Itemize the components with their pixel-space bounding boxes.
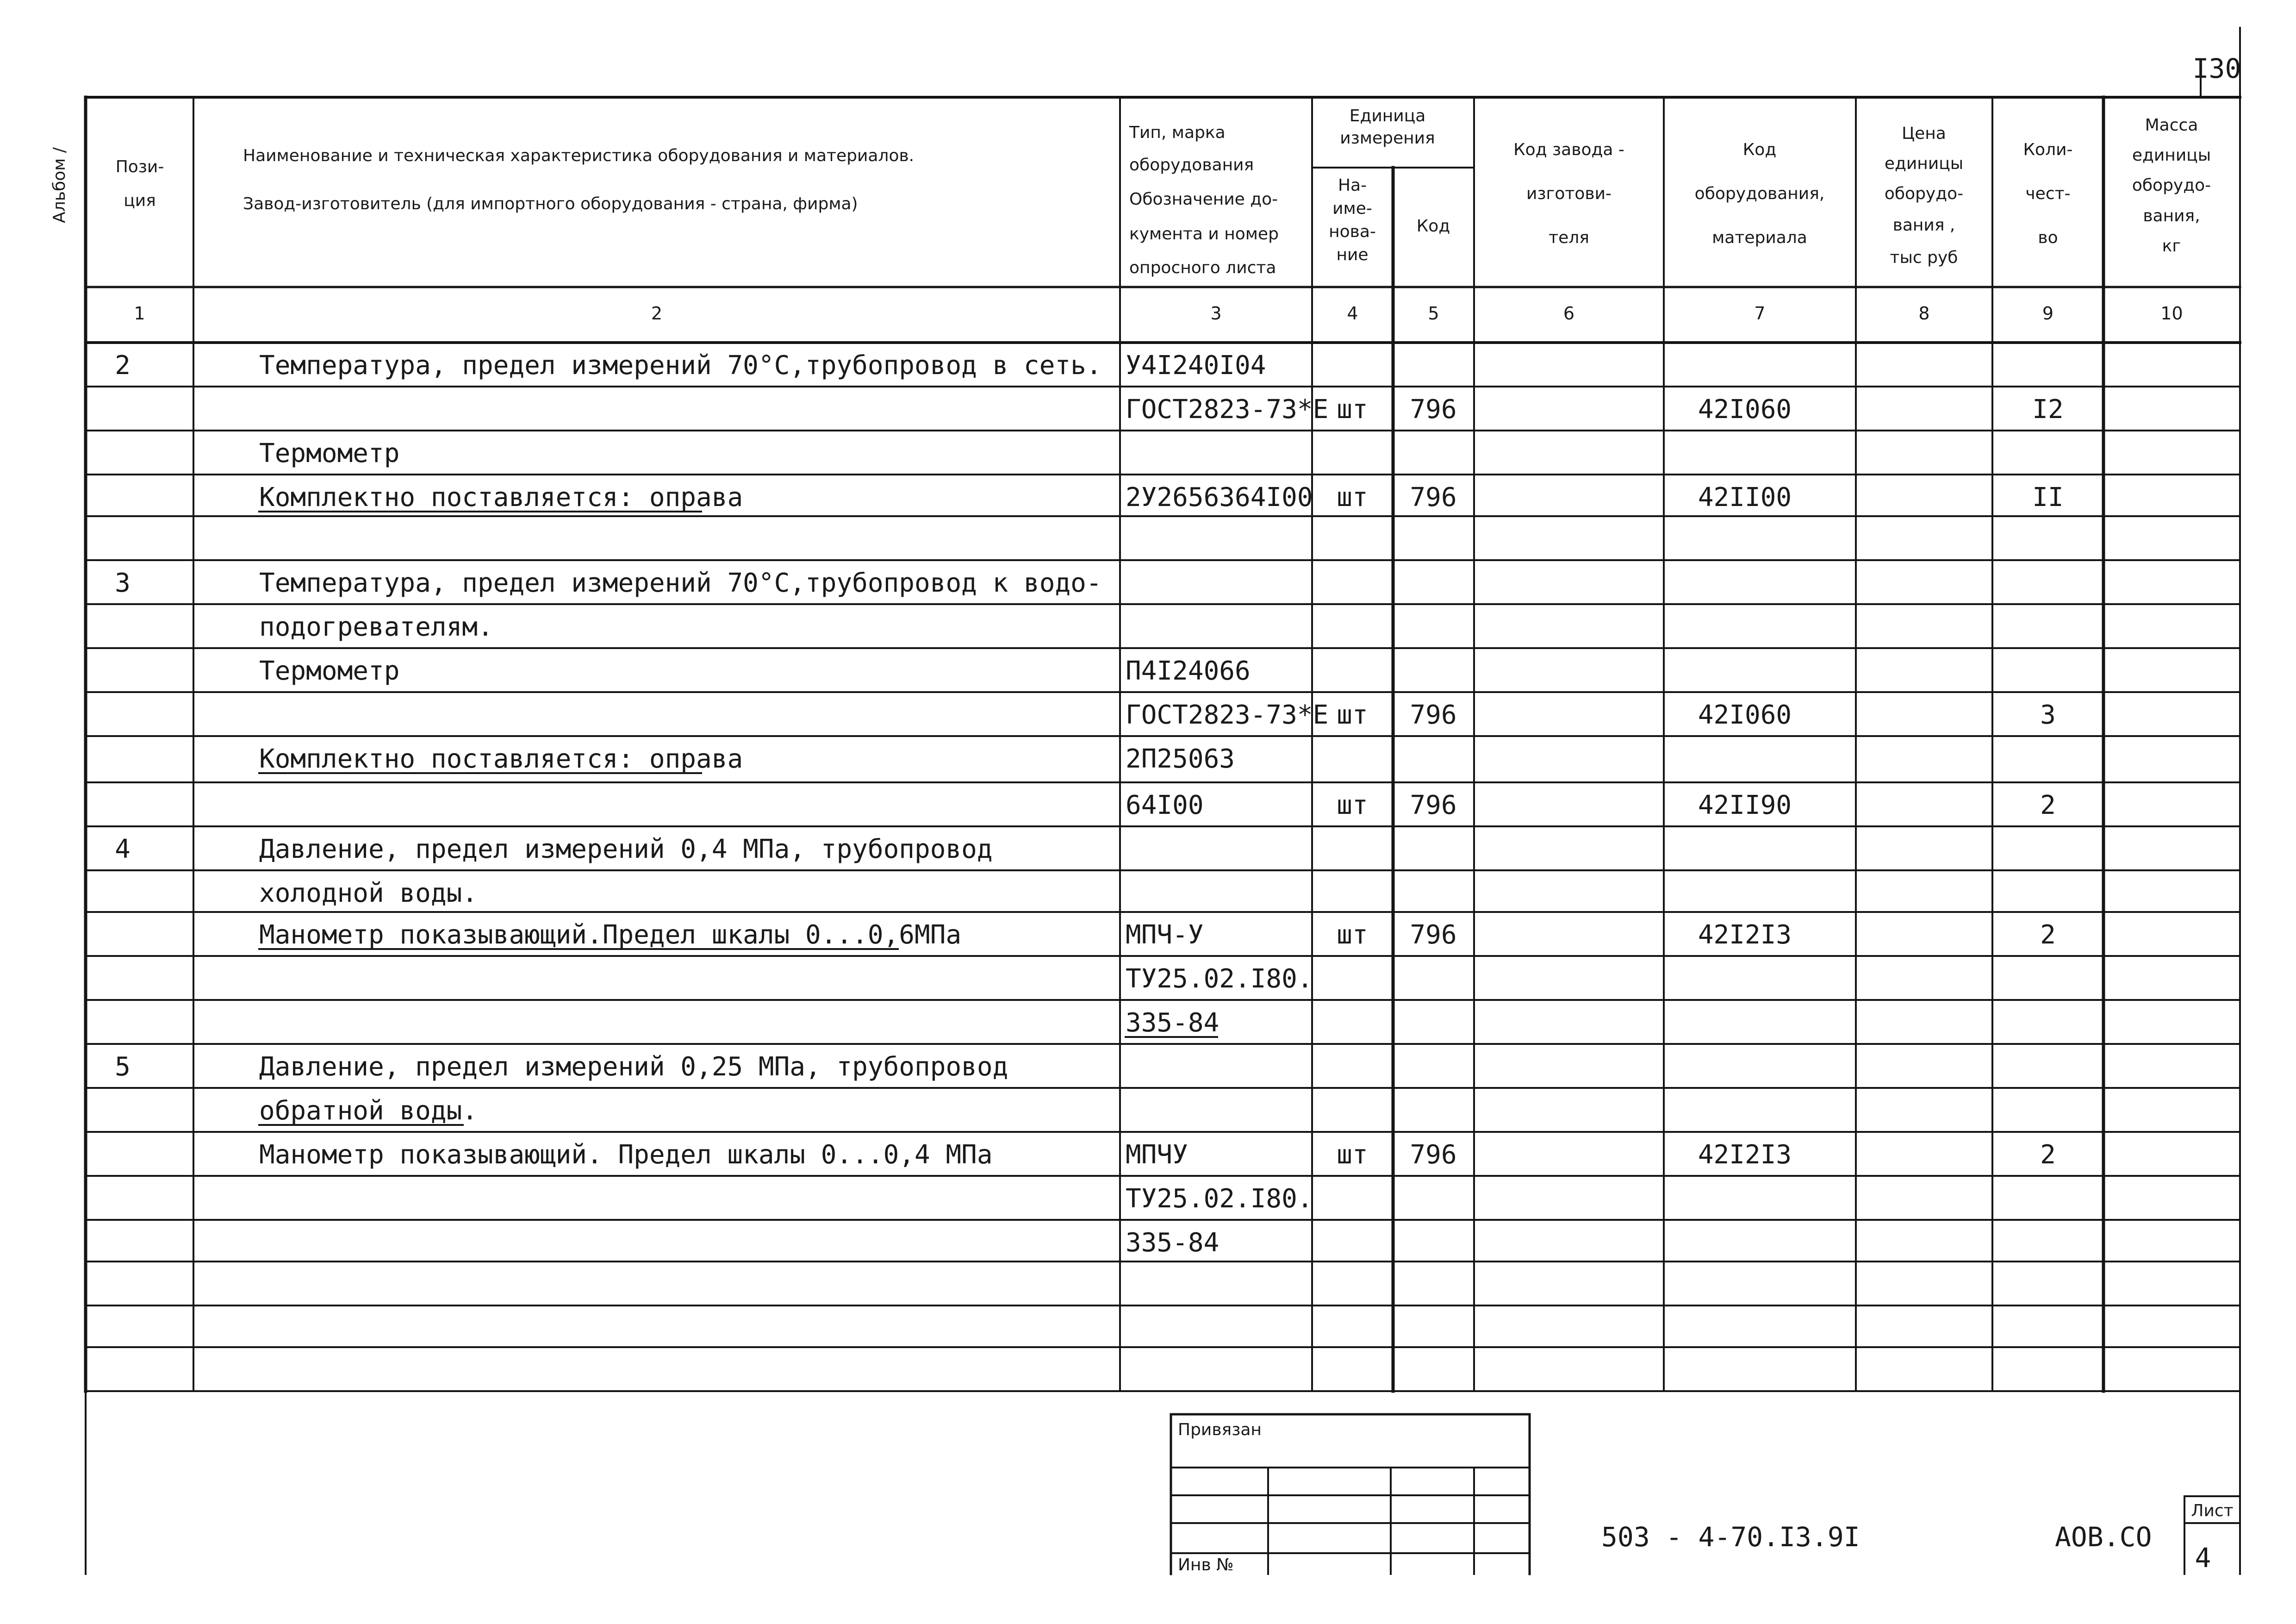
header-unit_group: измерения: [1340, 129, 1435, 148]
header-c10: кг: [2162, 237, 2181, 256]
equipment-code-cell: 42II90: [1698, 790, 1792, 820]
column-number: 9: [2042, 303, 2054, 324]
header-c5: Код: [1416, 217, 1450, 236]
column-number: 10: [2160, 303, 2183, 324]
page-number: I30: [2192, 53, 2241, 84]
header-c3: Обозначение до-: [1129, 190, 1278, 209]
type-cell: 335-84: [1126, 1008, 1220, 1038]
type-cell: ТУ25.02.I80.: [1126, 1184, 1313, 1214]
quantity-cell: 2: [2040, 790, 2056, 820]
header-c4: На-: [1338, 176, 1367, 195]
unit-name-cell: шт: [1337, 1140, 1368, 1170]
header-c1: Пози-: [115, 157, 164, 176]
column-number: 8: [1918, 303, 1930, 324]
type-cell: 64I00: [1126, 790, 1204, 820]
album-label: Альбом /: [50, 147, 69, 223]
name-cell: холодной воды.: [259, 878, 478, 908]
stamp-inventory-number: Инв №: [1178, 1555, 1234, 1574]
header-c4: име-: [1332, 199, 1372, 218]
column-number: 5: [1428, 303, 1439, 324]
header-c8: оборудо-: [1884, 184, 1964, 203]
header-c8: тыс руб: [1890, 248, 1958, 267]
header-c3: кумента и номер: [1129, 225, 1279, 244]
type-cell: У4I240I04: [1126, 350, 1266, 381]
column-number: 4: [1347, 303, 1358, 324]
unit-name-cell: шт: [1337, 790, 1368, 820]
quantity-cell: I2: [2032, 394, 2064, 425]
header-c7: материала: [1712, 228, 1807, 247]
header-c9: во: [2038, 228, 2058, 247]
drawing-mark: АОВ.СО: [2055, 1521, 2152, 1553]
equipment-code-cell: 42I060: [1698, 394, 1792, 425]
position-cell: 3: [115, 568, 131, 598]
unit-code-cell: 796: [1410, 790, 1457, 820]
name-cell: обратной воды.: [259, 1096, 478, 1126]
type-cell: ГОСТ2823-73*Е: [1126, 394, 1329, 425]
unit-name-cell: шт: [1337, 482, 1368, 512]
header-c9: Коли-: [2023, 140, 2073, 159]
document-code: 503 - 4-70.I3.9I: [1601, 1521, 1860, 1553]
type-cell: ТУ25.02.I80.: [1126, 964, 1313, 994]
unit-code-cell: 796: [1410, 920, 1457, 950]
header-c1: ция: [124, 191, 156, 210]
column-number: 2: [651, 303, 663, 324]
position-cell: 4: [115, 834, 131, 864]
position-cell: 2: [115, 350, 131, 381]
name-cell: Термометр: [259, 656, 400, 686]
sheet-label: Лист: [2191, 1501, 2234, 1520]
equipment-code-cell: 42I060: [1698, 700, 1792, 730]
header-c7: Код: [1742, 140, 1777, 159]
header-c8: вания ,: [1892, 216, 1955, 235]
header-c10: вания,: [2143, 206, 2200, 225]
header-c6: теля: [1549, 228, 1589, 247]
unit-code-cell: 796: [1410, 700, 1457, 730]
quantity-cell: 3: [2040, 700, 2056, 730]
type-cell: ГОСТ2823-73*Е: [1126, 700, 1329, 730]
header-c10: Масса: [2145, 116, 2198, 135]
name-cell: Манометр показывающий. Предел шкалы 0...0,4 МПа: [259, 1140, 993, 1170]
name-cell: Температура, предел измерений 70°С,трубопровод к водо-: [259, 568, 1102, 598]
header-c8: единицы: [1884, 154, 1964, 173]
name-cell: Температура, предел измерений 70°С,трубопровод в сеть.: [259, 350, 1102, 381]
unit-name-cell: шт: [1337, 920, 1368, 950]
header-unit_group: Единица: [1349, 106, 1426, 125]
header-c10: единицы: [2132, 146, 2211, 165]
type-cell: МПЧУ: [1126, 1140, 1188, 1170]
column-number: 3: [1210, 303, 1222, 324]
position-cell: 5: [115, 1052, 131, 1082]
header-c3: Тип, марка: [1129, 123, 1226, 142]
header-c3: опросного листа: [1129, 258, 1276, 277]
column-number: 6: [1563, 303, 1575, 324]
header-c6: Код завода -: [1513, 140, 1624, 159]
column-number: 7: [1754, 303, 1766, 324]
quantity-cell: 2: [2040, 1140, 2056, 1170]
name-cell: Давление, предел измерений 0,4 МПа, трубопровод: [259, 834, 993, 864]
header-c9: чест-: [2025, 184, 2071, 203]
table-text: [50, 53, 2241, 1574]
unit-name-cell: шт: [1337, 700, 1368, 730]
header-c2: Завод-изготовитель (для импортного оборудования - страна, фирма): [243, 194, 858, 213]
header-c8: Цена: [1902, 124, 1946, 143]
type-cell: 2У2656364I00: [1126, 482, 1313, 512]
equipment-code-cell: 42I2I3: [1698, 1140, 1792, 1170]
header-c7: оборудования,: [1694, 184, 1825, 203]
unit-code-cell: 796: [1410, 394, 1457, 425]
name-cell: подогревателям.: [259, 612, 493, 642]
unit-name-cell: шт: [1337, 394, 1368, 425]
quantity-cell: II: [2032, 482, 2064, 512]
type-cell: 2П25063: [1126, 744, 1235, 774]
type-cell: 335-84: [1126, 1228, 1220, 1258]
name-cell: Манометр показывающий.Предел шкалы 0...0,6МПа: [259, 920, 962, 950]
name-cell: Термометр: [259, 438, 400, 468]
quantity-cell: 2: [2040, 920, 2056, 950]
header-c3: оборудования: [1129, 156, 1254, 175]
name-cell: Комплектно поставляется: оправа: [259, 482, 743, 512]
name-cell: Давление, предел измерений 0,25 МПа, трубопровод: [259, 1052, 1008, 1082]
stamp-privyazan: Привязан: [1178, 1420, 1262, 1439]
sheet-number: 4: [2195, 1542, 2211, 1574]
header-c2: Наименование и техническая характеристика оборудования и материалов.: [243, 146, 915, 165]
unit-code-cell: 796: [1410, 1140, 1457, 1170]
header-c4: нова-: [1329, 222, 1376, 241]
name-cell: Комплектно поставляется: оправа: [259, 744, 743, 774]
unit-code-cell: 796: [1410, 482, 1457, 512]
header-c6: изготови-: [1526, 184, 1612, 203]
header-c10: оборудо-: [2132, 176, 2211, 195]
column-number: 1: [134, 303, 145, 324]
equipment-code-cell: 42I2I3: [1698, 920, 1792, 950]
equipment-code-cell: 42II00: [1698, 482, 1792, 512]
type-cell: МПЧ-У: [1126, 920, 1204, 950]
header-c4: ние: [1336, 245, 1369, 264]
type-cell: П4I24066: [1126, 656, 1251, 686]
